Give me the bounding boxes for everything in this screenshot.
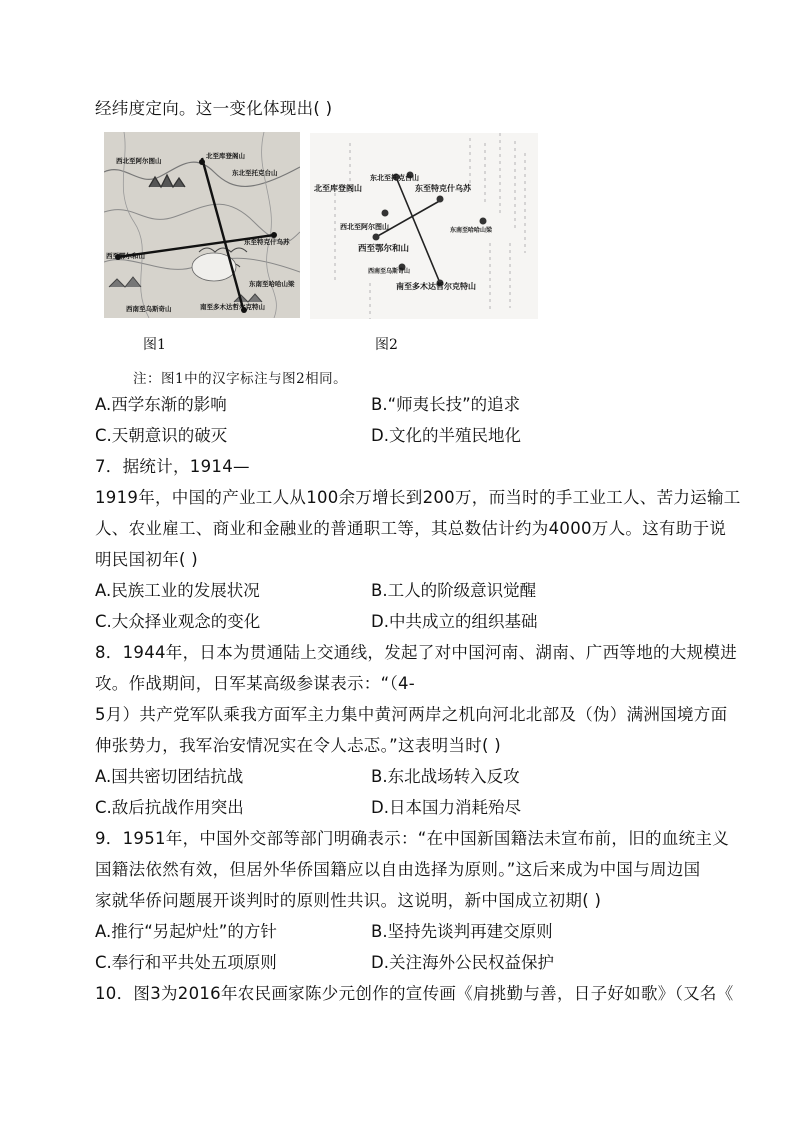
q9-option-b: B.坚持先谈判再建交原则 (371, 922, 553, 941)
figure-1-label-northwest: 西北至阿尔图山 (116, 157, 162, 165)
figure-1-label-south: 南至多木达哲尔克特山 (200, 303, 265, 311)
figure-2-label-southeast: 东南至哈哈山梁 (450, 227, 493, 234)
q8-stem-line-4: 伸张势力，我军治安情况实在令人忐忑。”这表明当时( ) (95, 736, 502, 755)
q8-option-b: B.东北战场转入反攻 (371, 767, 520, 786)
figure-2-label-west: 西至鄂尔和山 (358, 244, 410, 254)
q9-option-a: A.推行“另起炉灶”的方针 (95, 922, 277, 941)
q8-option-c: C.敌后抗战作用突出 (95, 798, 244, 817)
figure-2-label-east: 东至特克什乌苏 (415, 183, 471, 193)
figure-1-label-north: 北至库登阁山 (206, 152, 245, 160)
q9-stem-line-2: 国籍法依然有效，但居外华侨国籍应以自由选择为原则。”这后来成为中国与周边国 (95, 860, 701, 879)
figure-1-label-southwest: 西南至乌斯奇山 (126, 305, 172, 313)
figure-2-map (310, 133, 538, 319)
figure-2-label-northeast: 东北至托克台山 (370, 173, 419, 182)
figure-1-label-east: 东至特克什乌苏 (244, 238, 290, 246)
q9-stem-line-1: 9．1951年，中国外交部等部门明确表示：“在中国新国籍法未宣布前，旧的血统主义 (95, 829, 730, 848)
q7-stem-line-2: 1919年，中国的产业工人从100余万增长到200万，而当时的手工业工人、苦力运输工 (95, 488, 741, 507)
q8-stem-line-3: 5月）共产党军队乘我方面军主力集中黄河两岸之机向河北北部及（伪）满洲国境方面 (95, 705, 728, 724)
q9-option-c: C.奉行和平共处五项原则 (95, 953, 277, 972)
q8-option-d: D.日本国力消耗殆尽 (371, 798, 521, 817)
figure-note: 注：图1中的汉字标注与图2相同。 (133, 371, 348, 387)
q6-option-d: D.文化的半殖民地化 (371, 426, 521, 445)
figure-1-label-west: 西至鄂尔和山 (106, 252, 145, 260)
q6-option-a: A.西学东渐的影响 (95, 395, 227, 414)
q6-option-b: B.“师夷长技”的追求 (371, 395, 521, 414)
q8-stem-line-1: 8．1944年，日本为贯通陆上交通线，发起了对中国河南、湖南、广西等地的大规模进 (95, 643, 737, 662)
q8-stem-line-2: 攻。作战期间，日军某高级参谋表示：“（4- (95, 674, 416, 693)
q7-stem-line-1: 7．据统计，1914— (95, 457, 250, 476)
figure-1-label-southeast: 东南至哈哈山梁 (249, 280, 295, 288)
q8-option-a: A.国共密切团结抗战 (95, 767, 244, 786)
q7-stem-line-3: 人、农业雇工、商业和金融业的普通职工等，其总数估计约为4000万人。这有助于说 (95, 519, 727, 538)
figure-2-label-south: 南至多木达哲尔克特山 (396, 281, 476, 291)
figure-2-caption: 图2 (375, 337, 398, 353)
q7-stem-line-4: 明民国初年( ) (95, 550, 199, 569)
question-6-stem-tail: 经纬度定向。这一变化体现出( ) (95, 99, 333, 118)
q9-option-d: D.关注海外公民权益保护 (371, 953, 554, 972)
q10-stem-line-1: 10．图3为2016年农民画家陈少元创作的宣传画《肩挑勤与善，日子好如歌》（又名《 (95, 984, 734, 1003)
figure-1-label-northeast: 东北至托克台山 (232, 169, 278, 177)
figure-1-caption: 图1 (143, 337, 166, 353)
q7-option-a: A.民族工业的发展状况 (95, 581, 260, 600)
figure-1-map (104, 132, 300, 318)
q6-option-c: C.天朝意识的破灭 (95, 426, 228, 445)
figure-2-label-north: 北至库登阁山 (314, 183, 362, 193)
q7-option-c: C.大众择业观念的变化 (95, 612, 261, 631)
q7-option-d: D.中共成立的组织基础 (371, 612, 538, 631)
figure-2-label-southwest: 西南至乌斯奇山 (368, 268, 411, 275)
q9-stem-line-3: 家就华侨问题展开谈判时的原则性共识。这说明，新中国成立初期( ) (95, 891, 602, 910)
q7-option-b: B.工人的阶级意识觉醒 (371, 581, 537, 600)
figure-2-label-northwest: 西北至阿尔图山 (340, 222, 389, 231)
